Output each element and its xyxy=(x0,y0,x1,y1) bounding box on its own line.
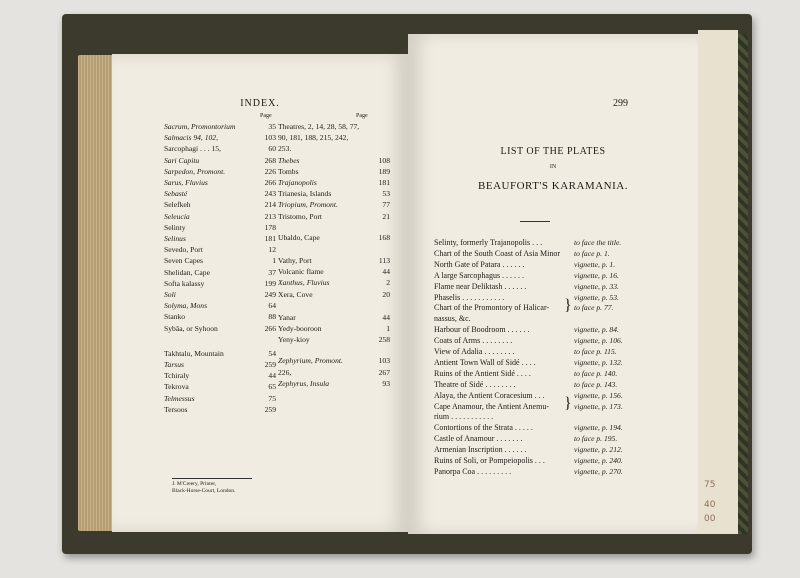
index-entry xyxy=(164,245,276,254)
plate-reference: to face p. 1. xyxy=(574,248,610,258)
index-entry xyxy=(278,122,390,131)
margin-note-1: 75 xyxy=(704,480,716,490)
index-entry-page: 2 xyxy=(386,278,390,288)
index-entry-term: Sebasté xyxy=(164,189,188,199)
plate-title: A large Sarcophagus . . . . . . xyxy=(434,270,525,280)
index-entry-term: 226, xyxy=(278,367,292,377)
printer-line-2: Black-Horse-Court, London. xyxy=(172,488,236,494)
col1-page-label: Page xyxy=(260,113,272,119)
index-entry xyxy=(164,290,276,299)
index-entry-page: 1 xyxy=(386,324,390,333)
plate-title: Theatre of Sidé . . . . . . . . xyxy=(434,379,516,389)
endpaper-strip xyxy=(698,30,738,534)
index-entry-page: 266 xyxy=(264,323,276,333)
index-entry xyxy=(164,349,276,358)
plate-title: rium . . . . . . . . . . . xyxy=(434,412,494,422)
index-entry-term: Salmacis 94, 102, xyxy=(164,133,218,143)
plate-reference: vignette, p. 1. xyxy=(574,259,616,269)
index-entry-term: Xera, Cove xyxy=(278,289,313,299)
index-entry-term: Sacrum, Promontorium xyxy=(164,122,236,131)
plate-reference: vignette, p. 106. xyxy=(574,336,623,346)
index-entry xyxy=(278,178,390,187)
plates-page xyxy=(408,34,698,534)
plate-title: Panorpa Coa . . . . . . . . . xyxy=(434,466,512,476)
index-entry xyxy=(164,200,276,209)
index-entry-page: 103 xyxy=(264,133,276,143)
plate-reference: to face p. 195. xyxy=(574,434,618,444)
index-entry xyxy=(278,133,390,142)
index-entry xyxy=(278,167,390,176)
index-entry-page: 259 xyxy=(264,360,276,369)
index-entry-page: 178 xyxy=(264,222,276,232)
plate-title: Flame near Deliktash . . . . . . xyxy=(434,281,527,291)
index-entry-term: Seleucia xyxy=(164,211,190,221)
index-entry xyxy=(164,144,276,153)
index-entry xyxy=(278,200,390,209)
index-entry xyxy=(278,379,390,388)
index-entry-page: 267 xyxy=(378,367,390,377)
index-entry xyxy=(164,279,276,288)
index-entry-page: 65 xyxy=(268,382,276,392)
plate-title: Chart of the Promontory of Halicar- xyxy=(434,303,550,313)
col2-page-label: Page xyxy=(356,113,368,119)
plate-reference: to face the title. xyxy=(574,238,622,247)
index-entry-page: 54 xyxy=(268,348,276,358)
plate-reference: vignette, p. 173. xyxy=(574,401,623,411)
plate-title: Alaya, the Antient Coracesium . . . xyxy=(434,390,545,400)
index-entry-page: 35 xyxy=(268,122,276,131)
index-entry-page: 53 xyxy=(382,189,390,199)
index-entry xyxy=(278,144,390,153)
plate-title: Coats of Arms . . . . . . . . xyxy=(434,336,513,346)
index-entry xyxy=(278,233,390,242)
index-entry-page: 44 xyxy=(268,371,276,381)
index-entry xyxy=(164,371,276,380)
index-entry-page: 64 xyxy=(268,301,276,311)
plate-reference: vignette, p. 132. xyxy=(574,357,623,367)
index-entry-page: 213 xyxy=(264,211,276,221)
index-entry-term: Yedy-booroon xyxy=(278,324,322,333)
index-entry-page: 243 xyxy=(264,189,276,199)
index-entry-term: Softa kalassy xyxy=(164,278,205,288)
index-entry-term: Tersoos xyxy=(164,404,188,414)
plate-reference: vignette, p. 33. xyxy=(574,281,619,291)
index-entry xyxy=(278,368,390,377)
index-entry xyxy=(278,313,390,322)
index-entry-term: Sybâa, or Syhoon xyxy=(164,323,218,333)
plate-title: Ruins of Soli, or Pompeiopolis . . . xyxy=(434,456,545,465)
index-entry-term: Tristomo, Port xyxy=(278,211,323,221)
index-entry-term: Sarus, Fluvius xyxy=(164,178,208,187)
index-entry-term: Solyma, Mons xyxy=(164,301,208,311)
plate-reference: vignette, p. 194. xyxy=(574,423,623,433)
index-entry xyxy=(278,324,390,333)
index-entry-page: 37 xyxy=(268,267,276,277)
index-entry-page: 268 xyxy=(264,155,276,165)
index-entry-term: Soli xyxy=(164,290,176,299)
index-entry-page: 181 xyxy=(264,234,276,243)
index-entry-term: Triopium, Promont. xyxy=(278,200,338,210)
index-entry xyxy=(164,394,276,403)
plate-title: View of Adalia . . . . . . . . xyxy=(434,347,515,356)
brace-2: } xyxy=(564,395,572,412)
index-entry xyxy=(278,356,390,365)
index-entry-page: 189 xyxy=(378,166,390,176)
index-entry xyxy=(164,360,276,369)
index-entry xyxy=(278,290,390,299)
plates-book-title: BEAUFORT'S KARAMANIA. xyxy=(478,180,628,192)
plate-title: Armenian Inscription . . . . . . xyxy=(434,445,527,455)
index-entry-page: 21 xyxy=(382,211,390,221)
index-entry-term: 90, 181, 188, 215, 242, xyxy=(278,133,349,143)
index-entry-page: 60 xyxy=(268,144,276,154)
index-entry xyxy=(164,382,276,391)
index-entry-term: Tombs xyxy=(278,166,299,176)
index-entry xyxy=(164,223,276,232)
plates-title: LIST OF THE PLATES xyxy=(500,146,606,157)
index-entry xyxy=(164,256,276,265)
index-entry-term: Takhtalu, Mountain xyxy=(164,348,224,358)
plate-reference: to face p. 143. xyxy=(574,379,618,389)
index-page xyxy=(112,54,408,532)
plate-title: Harbour of Boodroom . . . . . . xyxy=(434,325,530,335)
index-entry-term: Ubaldo, Cape xyxy=(278,232,320,242)
index-entry xyxy=(164,234,276,243)
index-entry-term: Xanthus, Fluvius xyxy=(278,278,330,288)
index-entry-term: Seven Capes xyxy=(164,256,204,266)
plate-reference: vignette, p. 16. xyxy=(574,270,619,280)
index-entry xyxy=(164,122,276,131)
plate-title: North Gate of Patara . . . . . . xyxy=(434,259,525,269)
plate-reference: vignette, p. 156. xyxy=(574,390,623,400)
index-entry-term: Telmessus xyxy=(164,393,195,403)
index-entry xyxy=(278,189,390,198)
index-entry xyxy=(164,189,276,198)
index-entry-term: Sarcophagi . . . 15, xyxy=(164,144,221,154)
index-entry-term: 253. xyxy=(278,144,292,154)
plate-reference: vignette, p. 84. xyxy=(574,325,619,335)
brace-1: } xyxy=(564,297,572,314)
index-entry-term: Vathy, Port xyxy=(278,256,312,265)
index-entry-page: 258 xyxy=(378,335,390,345)
index-entry-page: 259 xyxy=(264,404,276,414)
index-entry-term: Trajanopolis xyxy=(278,178,317,187)
plate-reference: to face p. 77. xyxy=(574,303,614,313)
index-entry xyxy=(164,156,276,165)
plate-reference: to face p. 140. xyxy=(574,368,618,378)
plate-reference: to face p. 115. xyxy=(574,347,617,356)
plates-title-in: IN xyxy=(549,164,557,170)
plate-reference: vignette, p. 212. xyxy=(574,445,623,455)
index-entry xyxy=(164,167,276,176)
index-entry-page: 214 xyxy=(264,200,276,210)
margin-note-2: 40 xyxy=(704,500,716,510)
index-title: INDEX. xyxy=(240,98,280,109)
index-entry xyxy=(164,324,276,333)
plate-title: Castle of Anamour . . . . . . . xyxy=(434,434,523,444)
index-entry-page: 249 xyxy=(264,290,276,299)
index-entry-term: Volcanic flame xyxy=(278,267,324,277)
plate-reference: vignette, p. 53. xyxy=(574,292,619,302)
index-entry-page: 199 xyxy=(264,278,276,288)
index-entry-page: 226 xyxy=(264,166,276,176)
index-entry-page: 168 xyxy=(378,232,390,242)
index-entry xyxy=(278,267,390,276)
index-entry-term: Selefkeh xyxy=(164,200,191,210)
index-entry-term: Zephyrus, Insula xyxy=(278,378,330,388)
index-entry-page: 93 xyxy=(382,378,390,388)
plate-title: Ruins of the Antient Sidé . . . . xyxy=(434,368,531,378)
index-entry-term: Tekrova xyxy=(164,382,189,392)
index-entry-page: 44 xyxy=(382,312,390,322)
index-entry-term: Selinus xyxy=(164,234,186,243)
page-number: 299 xyxy=(613,98,628,109)
index-entry xyxy=(164,212,276,221)
index-entry-term: Trianesia, Islands xyxy=(278,189,332,199)
plate-title: nassus, &c. xyxy=(434,314,471,324)
plate-title: Cape Anamour, the Antient Anemu- xyxy=(434,401,549,411)
index-entry xyxy=(164,268,276,277)
index-entry-page: 181 xyxy=(378,178,390,187)
index-entry xyxy=(278,212,390,221)
index-entry xyxy=(164,312,276,321)
plate-title: Phaselis . . . . . . . . . . . xyxy=(434,292,505,302)
plate-reference: vignette, p. 270. xyxy=(574,466,623,476)
margin-note-3: 00 xyxy=(704,514,716,524)
index-entry xyxy=(164,301,276,310)
index-entry-page: 12 xyxy=(268,245,276,255)
index-entry-term: Theatres, 2, 14, 28, 58, 77, xyxy=(278,122,360,131)
index-entry-term: Zephyrium, Promont. xyxy=(278,356,343,366)
index-entry-term: Sari Capitu xyxy=(164,155,200,165)
plate-title: Contortions of the Strata . . . . . xyxy=(434,423,533,433)
index-entry xyxy=(278,335,390,344)
index-entry-term: Thebes xyxy=(278,155,300,165)
index-entry-term: Sevedo, Port xyxy=(164,245,203,255)
index-entry-term: Tchiraly xyxy=(164,371,190,381)
plate-reference: vignette, p. 240. xyxy=(574,456,623,465)
index-entry xyxy=(164,405,276,414)
index-entry-page: 77 xyxy=(382,200,390,210)
index-entry-term: Tarsus xyxy=(164,360,184,369)
index-entry-term: Yeny-kioy xyxy=(278,335,310,345)
index-entry-page: 44 xyxy=(382,267,390,277)
index-entry-term: Shelidan, Cape xyxy=(164,267,210,277)
index-entry-page: 108 xyxy=(378,155,390,165)
index-entry-page: 113 xyxy=(378,256,390,265)
index-entry xyxy=(278,156,390,165)
index-entry-page: 103 xyxy=(378,356,390,366)
index-entry-page: 266 xyxy=(264,178,276,187)
index-entry-page: 88 xyxy=(268,312,276,322)
index-entry xyxy=(164,133,276,142)
index-entry-page: 20 xyxy=(382,289,390,299)
printer-line-1: J. M'Creery, Printer, xyxy=(172,481,217,487)
index-entry xyxy=(278,278,390,287)
plate-title: Selinty, formerly Trajanopolis . . . xyxy=(434,238,543,247)
index-entry xyxy=(278,256,390,265)
printer-imprint xyxy=(172,478,252,495)
index-entry-term: Stanko xyxy=(164,312,186,322)
plate-title: Chart of the South Coast of Asia Minor xyxy=(434,248,560,258)
plate-title: Antient Town Wall of Sidé . . . . xyxy=(434,357,536,367)
index-entry-page: 75 xyxy=(268,393,276,403)
index-entry-page: 1 xyxy=(272,256,276,266)
index-entry-term: Yanar xyxy=(278,312,296,322)
index-entry-term: Selinty xyxy=(164,222,186,232)
index-entry-term: Sarpedon, Promont. xyxy=(164,166,226,176)
index-entry xyxy=(164,178,276,187)
title-rule xyxy=(520,221,550,222)
